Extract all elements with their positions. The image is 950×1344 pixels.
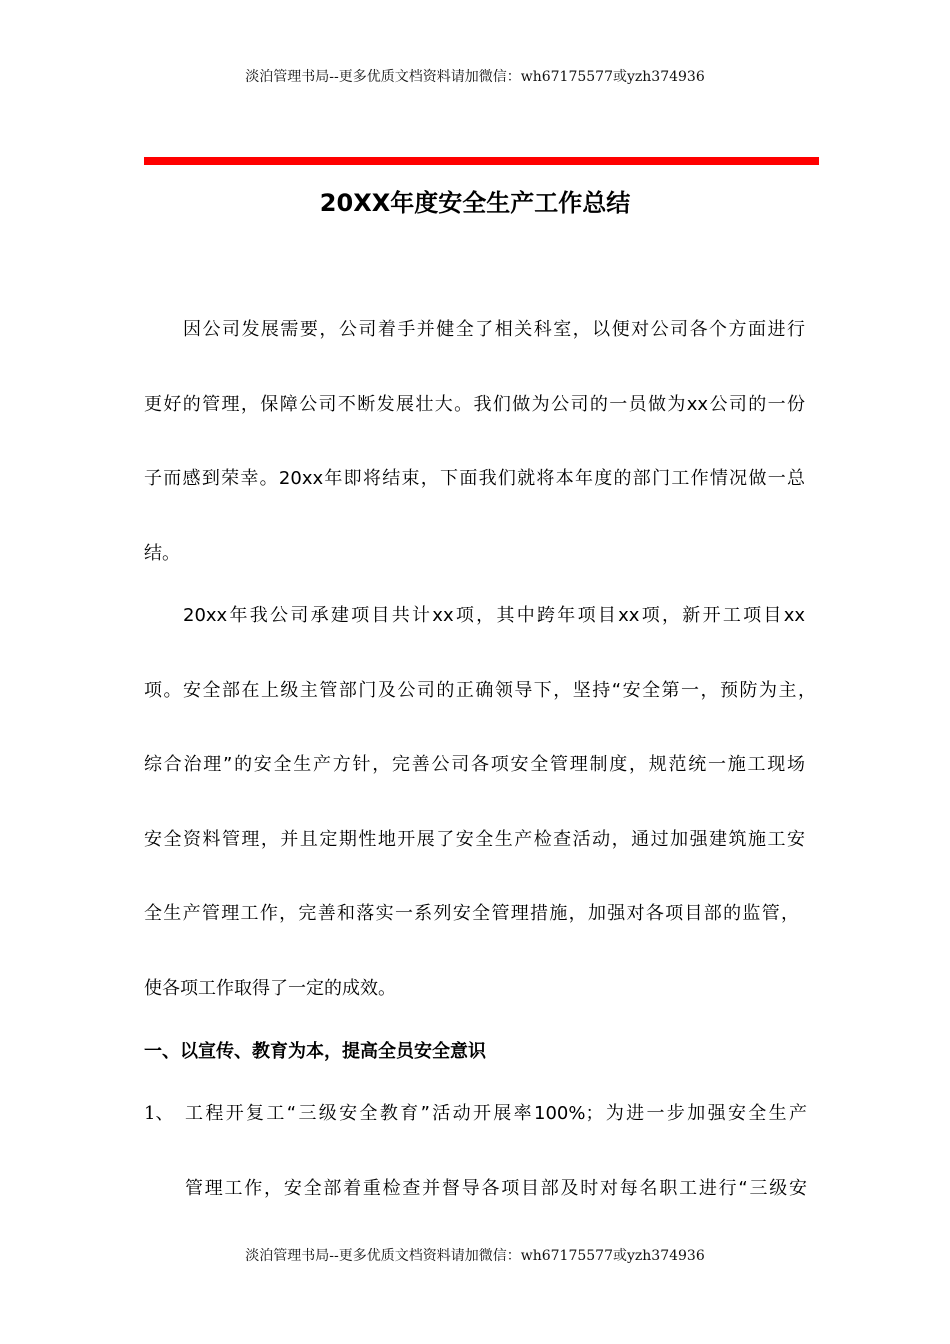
item-1-line-2: 管理工作，安全部着重检查并督导各项目部及时对每名职工进行“三级安 — [185, 1178, 807, 1199]
paragraph-2-line-2: 项。安全部在上级主管部门及公司的正确领导下，坚持“安全第一，预防为主， — [144, 680, 816, 701]
section-1-heading: 一、以宣传、教育为本，提高全员安全意识 — [144, 1041, 486, 1062]
paragraph-1-line-2: 更好的管理，保障公司不断发展壮大。我们做为公司的一员做为xx公司的一份 — [144, 394, 805, 415]
footer-watermark-note: 淡泊管理书局--更多优质文档资料请加微信：wh67175577或yzh374936 — [245, 1248, 705, 1264]
paragraph-2-line-1: 20xx年我公司承建项目共计xx项，其中跨年项目xx项，新开工项目xx — [183, 605, 805, 626]
red-divider-rule — [144, 157, 819, 165]
paragraph-2-line-4: 安全资料管理，并且定期性地开展了安全生产检查活动，通过加强建筑施工安 — [144, 829, 805, 850]
paragraph-1-line-3: 子而感到荣幸。20xx年即将结束，下面我们就将本年度的部门工作情况做一总 — [144, 468, 805, 489]
paragraph-1-line-1: 因公司发展需要，公司着手并健全了相关科室，以便对公司各个方面进行 — [183, 319, 805, 340]
item-1-number: 1、 — [144, 1103, 174, 1124]
paragraph-1-line-4: 结。 — [144, 543, 180, 564]
paragraph-2-line-6: 使各项工作取得了一定的成效。 — [144, 978, 396, 999]
header-watermark-note: 淡泊管理书局--更多优质文档资料请加微信：wh67175577或yzh374936 — [245, 69, 705, 85]
document-title: 20XX年度安全生产工作总结 — [319, 189, 631, 217]
item-1-line-1: 工程开复工“三级安全教育”活动开展率100%；为进一步加强安全生产 — [185, 1103, 807, 1124]
paragraph-2-line-5: 全生产管理工作，完善和落实一系列安全管理措施，加强对各项目部的监管， — [144, 903, 799, 924]
paragraph-2-line-3: 综合治理”的安全生产方针，完善公司各项安全管理制度，规范统一施工现场 — [144, 754, 805, 775]
